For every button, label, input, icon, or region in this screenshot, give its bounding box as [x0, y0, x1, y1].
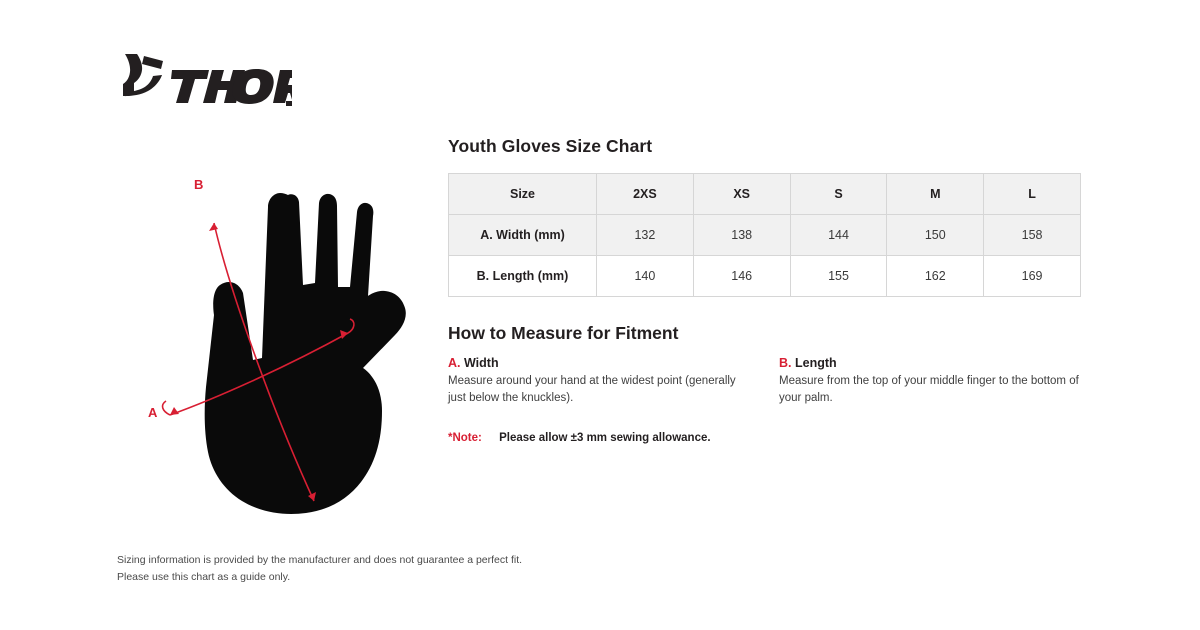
diagram-label-a: A: [148, 405, 158, 420]
footer-line-1: Sizing information is provided by the manufacturer and does not guarantee a perfect fit.: [117, 554, 523, 566]
cell-width-s: 144: [790, 215, 887, 256]
column-header-m: M: [887, 174, 984, 215]
footer-line-2: Please use this chart as a guide only.: [117, 571, 291, 584]
glove-diagram: [110, 165, 430, 555]
column-header-size: Size: [449, 174, 597, 215]
note-label: *Note:: [448, 432, 482, 445]
sewing-allowance-note: [448, 432, 1080, 444]
measure-name-width: Width: [463, 356, 499, 370]
table-row: [449, 256, 1081, 297]
diagram-label-b: B: [194, 177, 204, 192]
measure-marker-a: A.: [448, 356, 461, 370]
hand-silhouette: [205, 193, 406, 514]
cell-width-xs: 138: [693, 215, 790, 256]
brand-logo: [117, 50, 292, 108]
measure-item-length-heading: [779, 356, 1080, 370]
column-header-2xs: 2XS: [597, 174, 694, 215]
row-label-length: B. Length (mm): [449, 256, 597, 297]
cell-length-s: 155: [790, 256, 887, 297]
note-text: Please allow ±3 mm sewing allowance.: [499, 432, 711, 445]
table-row: [449, 215, 1081, 256]
cell-width-m: 150: [887, 215, 984, 256]
measure-item-width-heading: [448, 356, 749, 370]
measure-instructions: [448, 356, 1080, 406]
measure-text-length: Measure from the top of your middle finger to the bottom of your palm.: [779, 375, 1079, 404]
table-header-row: [449, 174, 1081, 215]
size-chart-table: [448, 173, 1081, 297]
thor-helmet-icon: [117, 50, 292, 108]
measure-marker-b: B.: [779, 356, 792, 370]
measure-text-width: Measure around your hand at the widest point (generally just below the knuckles).: [448, 375, 736, 404]
measure-item-length: [779, 356, 1080, 406]
cell-length-l: 169: [984, 256, 1081, 297]
cell-length-m: 162: [887, 256, 984, 297]
cell-width-l: 158: [984, 215, 1081, 256]
row-label-width: A. Width (mm): [449, 215, 597, 256]
page-title: Youth Gloves Size Chart: [448, 136, 653, 156]
content-column: [448, 136, 1080, 444]
measure-section-title: How to Measure for Fitment: [448, 323, 679, 343]
column-header-xs: XS: [693, 174, 790, 215]
cell-length-2xs: 140: [597, 256, 694, 297]
cell-width-2xs: 132: [597, 215, 694, 256]
column-header-l: L: [984, 174, 1081, 215]
column-header-s: S: [790, 174, 887, 215]
measure-name-length: Length: [794, 356, 837, 370]
cell-length-xs: 146: [693, 256, 790, 297]
measure-item-width: [448, 356, 749, 406]
footer-disclaimer: [117, 552, 677, 587]
